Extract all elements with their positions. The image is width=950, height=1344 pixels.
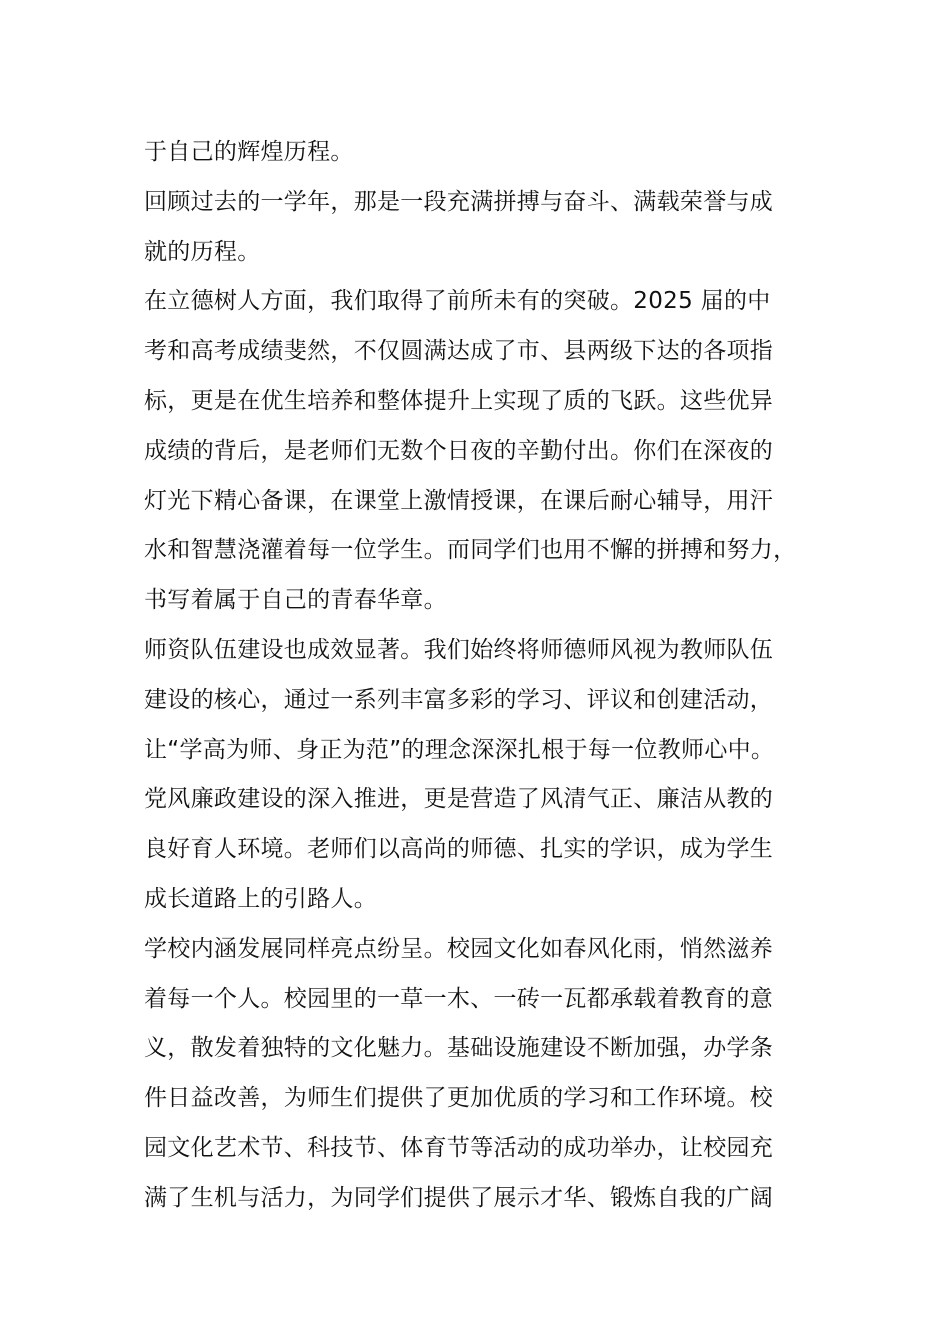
text-line: 义，散发着独特的文化魅力。基础设施建设不断加强，办学条 xyxy=(144,1035,774,1062)
text-line: 党风廉政建设的深入推进，更是营造了风清气正、廉洁从教的 xyxy=(144,786,774,813)
text-line: 就的历程。 xyxy=(144,238,261,265)
text-line: 回顾过去的一学年，那是一段充满拼搏与奋斗、满载荣誉与成 xyxy=(144,188,774,215)
text-line: 学校内涵发展同样亮点纷呈。校园文化如春风化雨，悄然滋养 xyxy=(144,935,774,962)
text-line: 于自己的辉煌历程。 xyxy=(144,139,354,165)
text-line: 让“学高为师、身正为范”的理念深深扎根于每一位教师心中。 xyxy=(144,736,775,763)
text-line: 师资队伍建设也成效显著。我们始终将师德师风视为教师队伍 xyxy=(144,636,774,663)
text-line: 在立德树人方面，我们取得了前所未有的突破。2025 届的中 xyxy=(144,288,771,315)
text-line: 书写着属于自己的青春华章。 xyxy=(144,587,447,614)
text-line: 良好育人环境。老师们以高尚的师德、扎实的学识，成为学生 xyxy=(144,836,774,863)
text-line: 满了生机与活力，为同学们提供了展示才华、锻炼自我的广阔 xyxy=(144,1184,774,1211)
text-line: 着每一个人。校园里的一草一木、一砖一瓦都承载着教育的意 xyxy=(144,985,774,1012)
text-line: 标，更是在优生培养和整体提升上实现了质的飞跃。这些优异 xyxy=(144,387,774,414)
body-text xyxy=(144,128,834,1224)
text-line: 水和智慧浇灌着每一位学生。而同学们也用不懈的拼搏和努力， xyxy=(144,537,797,564)
text-line: 建设的核心，通过一系列丰富多彩的学习、评议和创建活动， xyxy=(144,686,774,713)
text-line: 成长道路上的引路人。 xyxy=(144,885,377,912)
text-line: 件日益改善，为师生们提供了更加优质的学习和工作环境。校 xyxy=(144,1085,774,1112)
text-line: 考和高考成绩斐然，不仅圆满达成了市、县两级下达的各项指 xyxy=(144,338,774,365)
text-line: 成绩的背后，是老师们无数个日夜的辛勤付出。你们在深夜的 xyxy=(144,437,774,464)
text-line: 灯光下精心备课，在课堂上激情授课，在课后耐心辅导，用汗 xyxy=(144,487,774,514)
text-line: 园文化艺术节、科技节、体育节等活动的成功举办，让校园充 xyxy=(144,1134,774,1161)
